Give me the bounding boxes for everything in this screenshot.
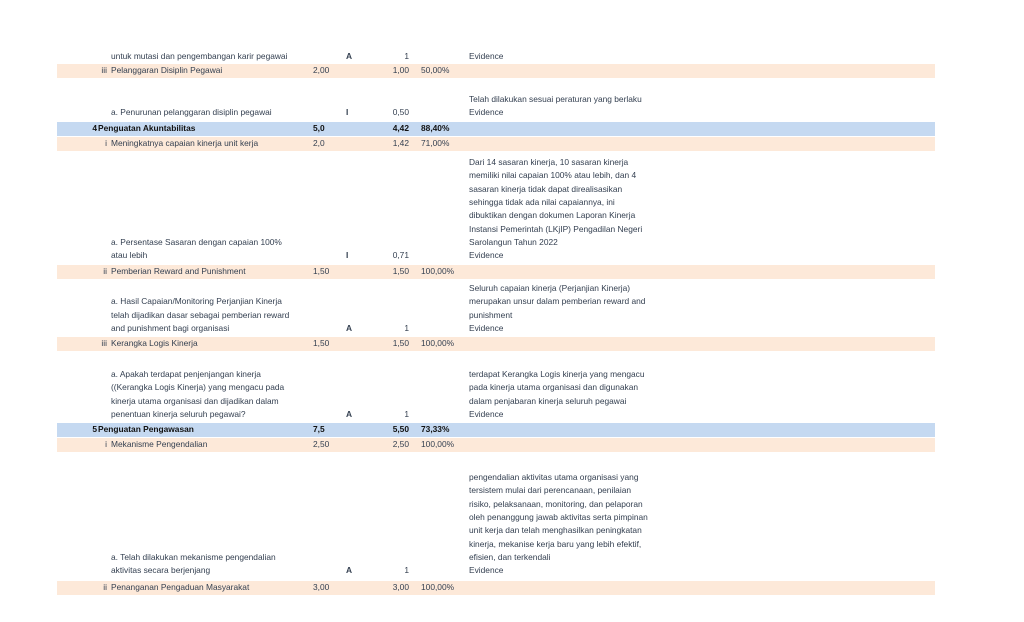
section-row [57,423,935,437]
row-score: 5,50 [392,424,409,434]
row-index: i [105,138,107,148]
row-label: Meningkatnya capaian kinerja unit kerja [111,138,259,148]
note-text: dibuktikan dengan dokumen Laporan Kinerja [469,210,636,221]
row-score: 3,00 [392,582,409,592]
evidence-label: Evidence [469,107,504,118]
evidence-label: Evidence [469,322,504,333]
subsection-row [57,581,935,595]
row-index: iii [101,338,107,348]
criterion-score: 1 [404,322,409,333]
row-label: Penanganan Pengaduan Masyarakat [111,582,250,592]
row-weight: 1,50 [313,266,330,276]
criterion-text: telah dijadikan dasar sebagai pemberian reward [111,309,290,320]
evidence-label: Evidence [469,408,504,419]
note-text: Telah dilakukan sesuai peraturan yang berlaku [469,94,642,104]
row-percentage: 100,00% [421,266,455,276]
note-text: risiko, pelaksanaan, monitoring, dan pelaporan [469,498,643,509]
note-text: Instansi Pemerintah (LKjIP) Pengadilan Negeri [469,223,643,234]
row-weight: 1,50 [313,338,330,348]
subsection-row [57,265,935,279]
note-text: sasaran kinerja tidak dapat direalisasikan [469,183,623,194]
note-text: Sarolangun Tahun 2022 [469,236,558,247]
answer-code: A [346,322,353,333]
row-score: 1,50 [392,266,409,276]
row-percentage: 50,00% [421,65,450,75]
section-row [57,122,935,136]
note-text: pada kinerja utama organisasi dan digunakan [469,382,639,393]
note-text: terdapat Kerangka Logis kinerja yang mengacu [469,369,645,379]
note-text: memiliki nilai capaian 100% atau lebih, dan 4 [469,170,637,181]
row-score: 1,00 [392,65,409,75]
note-text: pengendalian aktivitas utama organisasi yang [469,472,639,482]
detail-row [57,282,935,335]
row-index: 5 [92,424,97,434]
row-percentage: 100,00% [421,439,455,449]
row-percentage: 71,00% [421,138,450,148]
row-weight: 7,5 [313,424,325,434]
subsection-row [57,64,935,78]
row-label: Penguatan Pengawasan [98,424,194,434]
subsection-row [57,438,935,452]
row-percentage: 73,33% [421,424,450,434]
row-label: Penguatan Akuntabilitas [98,123,196,133]
note-text: unit kerja dan telah menghasilkan peningkatan [469,525,642,536]
row-index: 4 [92,123,97,133]
row-weight: 2,0 [313,138,325,148]
answer-code: A [346,565,353,576]
note-text: tersistem mulai dari perencanaan, penilaian [469,485,632,496]
criterion-text: atau lebih [111,250,148,261]
row-score: 1,42 [392,138,409,148]
note-text: Seluruh capaian kinerja (Perjanjian Kinerja) [469,283,631,293]
criterion-text: a. Telah dilakukan mekanisme pengendalian [111,551,276,562]
criterion-text: untuk mutasi dan pengembangan karir pegawai [111,51,288,61]
criterion-text: aktivitas secara berjenjang [111,565,211,576]
row-label: Pelanggaran Disiplin Pegawai [111,65,223,75]
note-text: punishment [469,309,513,320]
row-weight: 3,00 [313,582,330,592]
evidence-label: Evidence [469,51,504,61]
row-score: 4,42 [392,123,409,133]
subsection-row [57,337,935,351]
criterion-text: and punishment bagi organisasi [111,322,230,333]
row-label: Mekanisme Pengendalian [111,439,208,449]
row-index: ii [103,582,107,592]
note-text: kinerja, mekanise kerja baru yang lebih efektif, [469,538,642,549]
criterion-text: a. Persentase Sasaran dengan capaian 100% [111,236,282,247]
answer-code: I [346,107,349,118]
criterion-text: penentuan kinerja seluruh pegawai? [111,408,246,419]
detail-row [57,368,935,421]
row-weight: 2,00 [313,65,330,75]
answer-code: I [346,250,349,261]
criterion-score: 1 [404,51,409,61]
row-index: i [105,439,107,449]
criterion-score: 0,50 [392,107,409,118]
criterion-score: 1 [404,408,409,419]
criterion-text: a. Apakah terdapat penjenjangan kinerja [111,369,261,379]
row-percentage: 100,00% [421,338,455,348]
criterion-text: ((Kerangka Logis Kinerja) yang mengacu pada [111,382,285,393]
detail-row [57,93,935,120]
answer-code: A [346,51,353,61]
criterion-text: a. Hasil Capaian/Monitoring Perjanjian Kinerja [111,296,282,307]
criterion-score: 1 [404,565,409,576]
row-index: iii [101,65,107,75]
criterion-text: kinerja utama organisasi dan dijadikan dalam [111,395,279,406]
evidence-label: Evidence [469,565,504,576]
row-weight: 2,50 [313,439,330,449]
note-text: merupakan unsur dalam pemberian reward and [469,296,646,307]
row-score: 1,50 [392,338,409,348]
row-percentage: 88,40% [421,123,450,133]
row-weight: 5,0 [313,123,325,133]
detail-row [57,156,935,262]
note-text: efisien, dan terkendali [469,551,551,562]
criterion-text: a. Penurunan pelanggaran disiplin pegawai [111,107,272,118]
detail-row [57,50,935,63]
subsection-row [57,137,935,151]
evidence-label: Evidence [469,250,504,261]
note-text: Dari 14 sasaran kinerja, 10 sasaran kinerja [469,157,629,167]
note-text: dalam penjabaran kinerja seluruh pegawai [469,395,627,406]
row-percentage: 100,00% [421,582,455,592]
note-text: sehingga tidak ada nilai capaiannya, ini [469,196,615,207]
answer-code: A [346,408,353,419]
row-score: 2,50 [392,439,409,449]
detail-row [57,471,935,577]
note-text: oleh penanggung jawab aktivitas serta pimpinan [469,511,648,522]
criterion-score: 0,71 [392,250,409,261]
row-index: ii [103,266,107,276]
row-label: Pemberian Reward and Punishment [111,266,246,276]
row-label: Kerangka Logis Kinerja [111,338,198,348]
